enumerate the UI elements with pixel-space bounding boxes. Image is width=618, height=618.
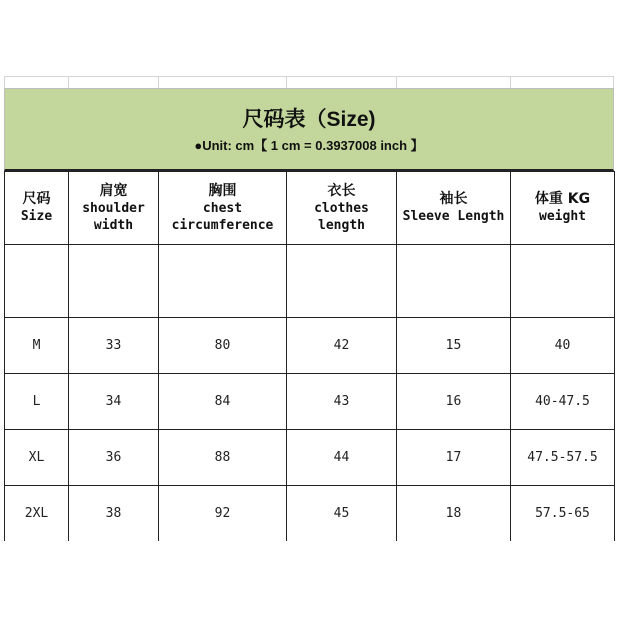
table-cell: 44 xyxy=(287,430,397,486)
column-header-clothes-length xyxy=(287,172,397,245)
sheet-gridline xyxy=(396,76,397,88)
table-cell: 40 xyxy=(511,318,615,374)
table-row xyxy=(5,374,615,430)
table-cell xyxy=(287,245,397,318)
unit-note: ●Unit: cm【 1 cm = 0.3937008 inch 】 xyxy=(194,138,424,153)
column-header-chest xyxy=(159,172,287,245)
table-cell: 15 xyxy=(397,318,511,374)
sheet-gridline xyxy=(286,76,287,88)
table-cell: 43 xyxy=(287,374,397,430)
column-header-en: Sleeve Length xyxy=(402,209,505,224)
sheet-gridline xyxy=(4,76,5,88)
table-cell: 18 xyxy=(397,486,511,542)
table-cell xyxy=(159,245,287,318)
table-cell: 34 xyxy=(69,374,159,430)
sheet-gridline xyxy=(68,76,69,88)
column-header-cn: 体重 KG xyxy=(534,191,591,207)
table-row xyxy=(5,318,615,374)
size-cell: M xyxy=(5,318,69,374)
sheet-gridline xyxy=(158,76,159,88)
table-cell: 45 xyxy=(287,486,397,542)
table-cell xyxy=(397,245,511,318)
sheet-gridline xyxy=(613,76,614,88)
size-cell: L xyxy=(5,374,69,430)
column-header-cn: 尺码 xyxy=(22,191,51,207)
table-cell: 36 xyxy=(69,430,159,486)
column-header-cn: 胸围 xyxy=(208,182,237,199)
table-cell: 84 xyxy=(159,374,287,430)
column-header-en: Size xyxy=(20,209,53,224)
table-cell: 88 xyxy=(159,430,287,486)
table-cell: 42 xyxy=(287,318,397,374)
table-cell xyxy=(511,245,615,318)
table-cell: 33 xyxy=(69,318,159,374)
column-header-en: weight xyxy=(539,209,586,224)
table-cell: 38 xyxy=(69,486,159,542)
size-cell: XL xyxy=(5,430,69,486)
sheet-gridline xyxy=(510,76,511,88)
table-cell xyxy=(69,245,159,318)
size-table xyxy=(4,171,615,541)
size-cell: 2XL xyxy=(5,486,69,542)
table-cell: 92 xyxy=(159,486,287,542)
sheet-gridline xyxy=(4,76,614,77)
table-row xyxy=(5,430,615,486)
column-header-weight xyxy=(511,172,615,245)
column-header-shoulder xyxy=(69,172,159,245)
column-header-cn: 袖长 xyxy=(439,191,468,207)
table-cell: 40-47.5 xyxy=(511,374,615,430)
column-header-cn: 肩宽 xyxy=(99,182,128,199)
header-row xyxy=(5,172,615,245)
table-cell xyxy=(5,245,69,318)
table-cell: 47.5-57.5 xyxy=(511,430,615,486)
blank-row xyxy=(5,245,615,318)
column-header-sleeve-length xyxy=(397,172,511,245)
table-cell: 16 xyxy=(397,374,511,430)
table-cell: 80 xyxy=(159,318,287,374)
table-cell: 17 xyxy=(397,430,511,486)
table-cell: 57.5-65 xyxy=(511,486,615,542)
column-header-cn: 衣长 xyxy=(327,182,356,199)
column-header-en: shoulder width xyxy=(82,200,145,233)
size-chart xyxy=(4,88,614,541)
table-row xyxy=(5,486,615,542)
column-header-en: chest circumference xyxy=(171,200,274,233)
column-header-size xyxy=(5,172,69,245)
chart-title: 尺码表（Size) xyxy=(242,108,376,131)
title-band xyxy=(4,88,614,171)
column-header-en: clothes length xyxy=(314,200,369,233)
